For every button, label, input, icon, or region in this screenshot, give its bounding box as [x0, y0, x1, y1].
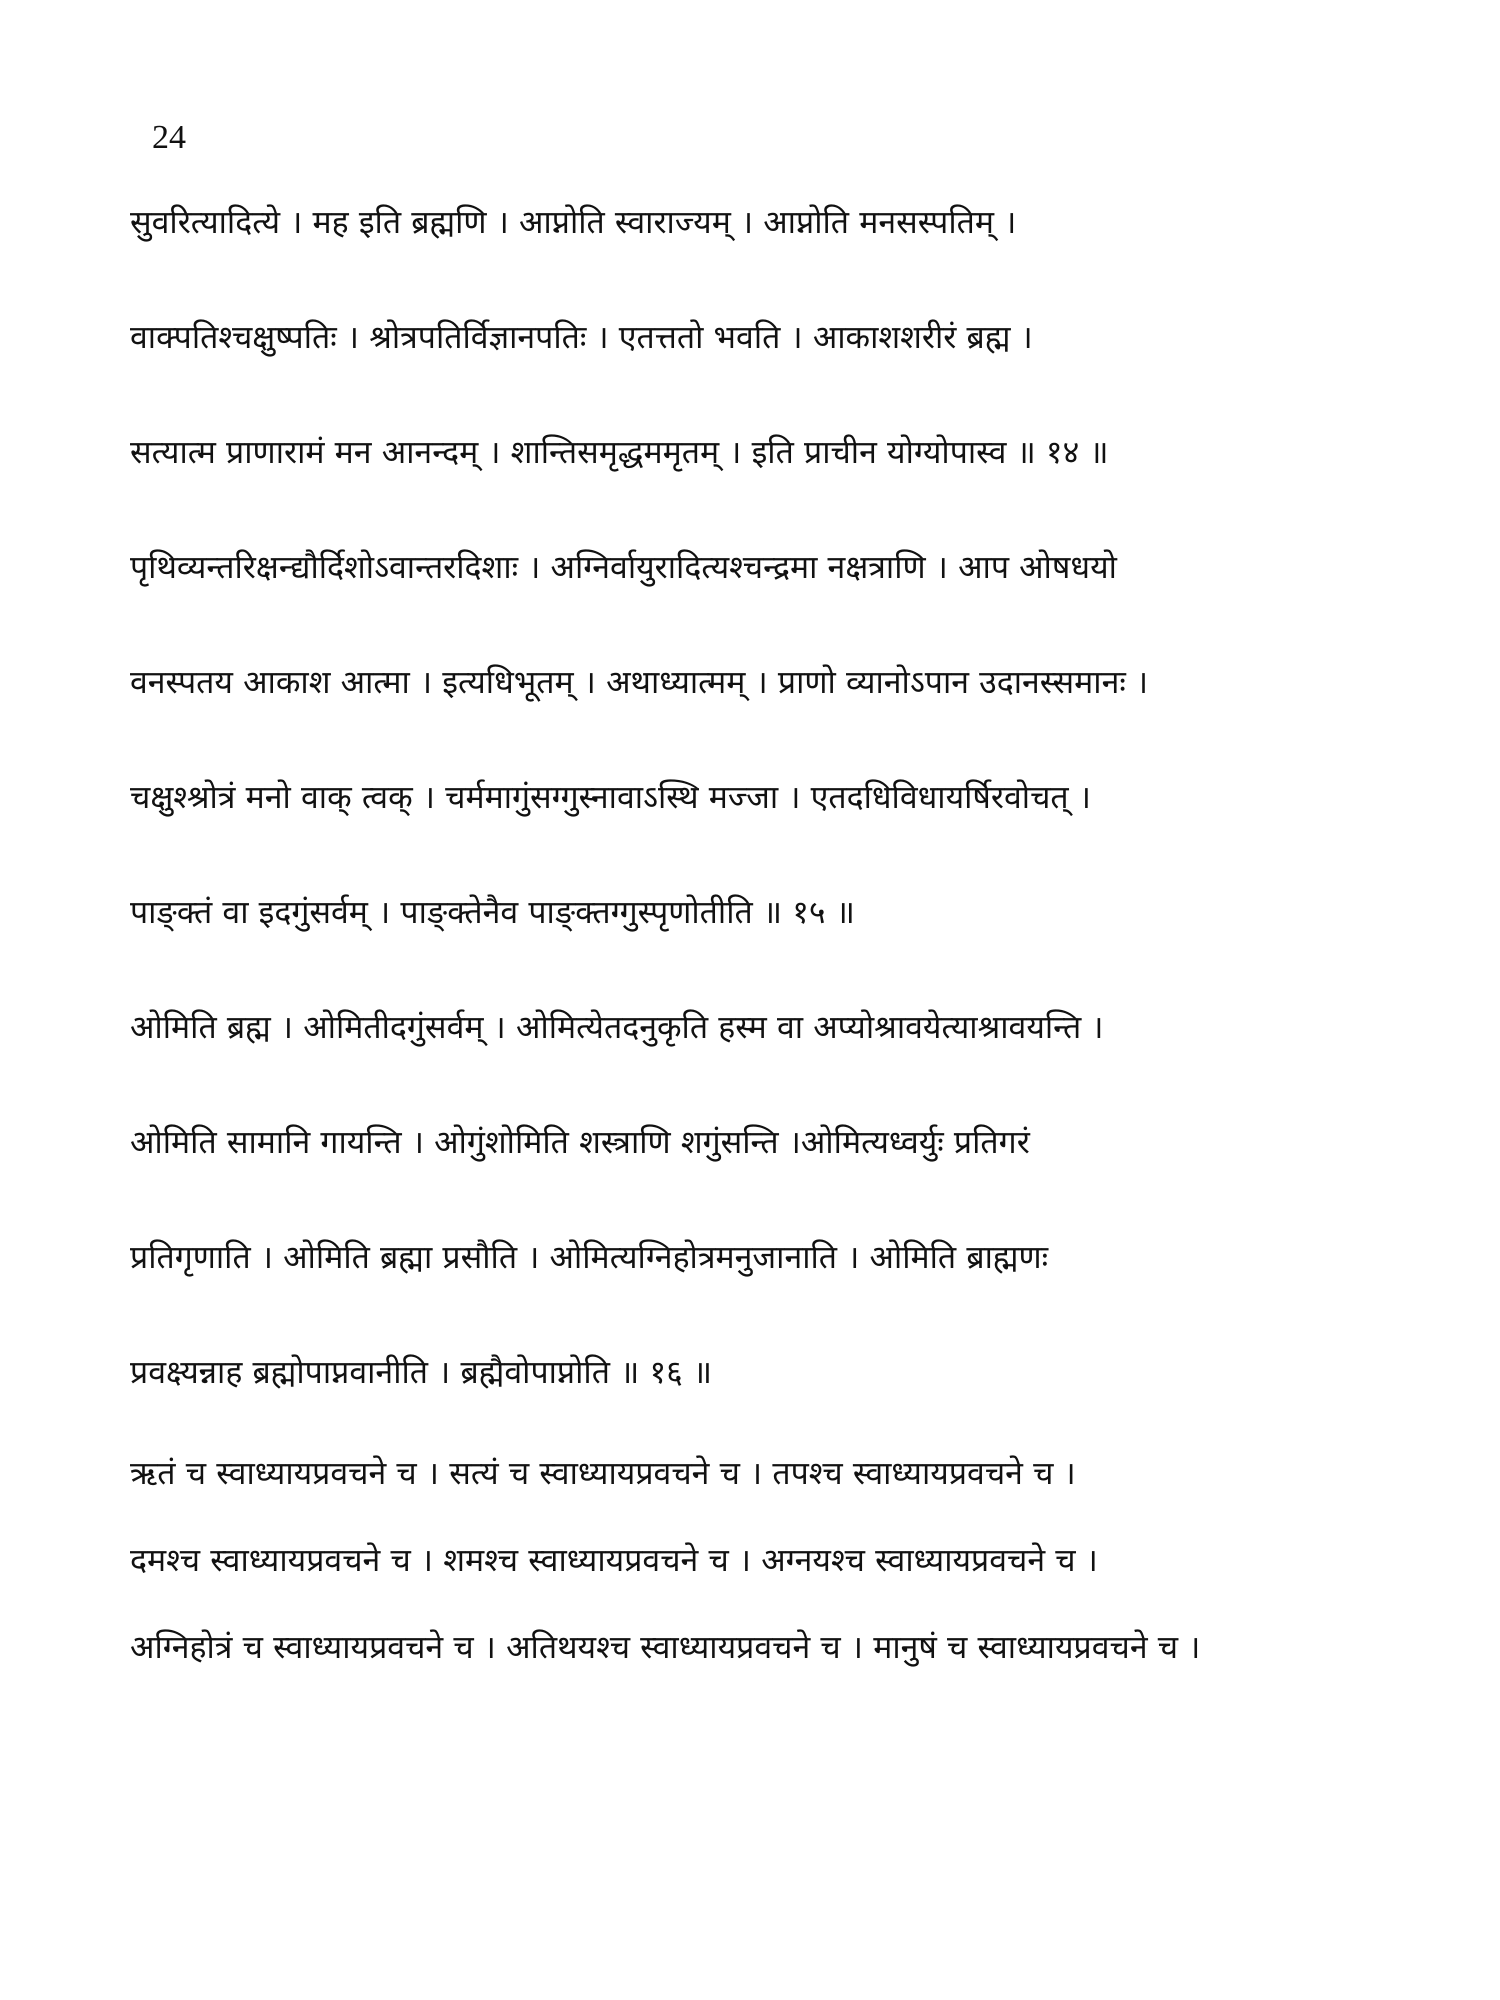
verse-line: वाक्पतिश्चक्षुष्पतिः । श्रोत्रपतिर्विज्ञानपतिः । एतत्ततो भवति । आकाशशरीरं ब्रह्म ।: [130, 318, 1033, 356]
verse-line: दमश्च स्वाध्यायप्रवचने च । शमश्च स्वाध्यायप्रवचने च । अग्नयश्च स्वाध्यायप्रवचने च ।: [130, 1541, 1098, 1579]
section-anuvaka-15: [130, 510, 1410, 970]
verse-line: ओमिति ब्रह्म । ओमितीदगुंसर्वम् । ओमित्येतदनुकृति हस्म वा अप्योश्रावयेत्याश्रावयन्ति ।: [130, 1008, 1104, 1046]
verse-line: पृथिव्यन्तरिक्षन्द्यौर्दिशोऽवान्तरदिशाः । अग्निर्वायुरादित्यश्चन्द्रमा नक्षत्राणि । आप ओषधयो: [130, 548, 1117, 586]
verse-line: प्रतिगृणाति । ओमिति ब्रह्मा प्रसौति । ओमित्यग्निहोत्रमनुजानाति । ओमिति ब्राह्मणः: [130, 1238, 1049, 1276]
verse-line: पाङ्क्तं वा इदगुंसर्वम् । पाङ्क्तेनैव पाङ्क्तग्गुस्पृणोतीति ॥ १५ ॥: [130, 893, 855, 931]
section-anuvaka-14: [130, 165, 1410, 510]
verse-line: ऋतं च स्वाध्यायप्रवचने च । सत्यं च स्वाध्यायप्रवचने च । तपश्च स्वाध्यायप्रवचने च ।: [130, 1454, 1076, 1492]
verse-line: वनस्पतय आकाश आत्मा । इत्यधिभूतम् । अथाध्यात्मम् । प्राणो व्यानोऽपान उदानस्समानः ।: [130, 663, 1149, 701]
verse-line: अग्निहोत्रं च स्वाध्यायप्रवचने च । अतिथयश्च स्वाध्यायप्रवचने च । मानुषं च स्वाध्यायप्रवचने च ।: [130, 1628, 1201, 1666]
section-anuvaka-17: [130, 1430, 1410, 1691]
page-number: 24: [152, 119, 186, 156]
verse-line: ओमिति सामानि गायन्ति । ओगुंशोमिति शस्त्राणि शगुंसन्ति ।ओमित्यध्वर्युः प्रतिगरं: [130, 1123, 1030, 1161]
verse-line: चक्षुश्श्रोत्रं मनो वाक् त्वक् । चर्ममागुंसग्गुस्नावाऽस्थि मज्जा । एतदधिविधायर्षिरवोचत् ।: [130, 778, 1091, 816]
verse-line: प्रवक्ष्यन्नाह ब्रह्मोपाप्नवानीति । ब्रह्मैवोपाप्नोति ॥ १६ ॥: [130, 1353, 713, 1391]
verse-line: सत्यात्म प्राणारामं मन आनन्दम् । शान्तिसमृद्धममृतम् । इति प्राचीन योग्योपास्व ॥ १४ ॥: [130, 433, 1109, 471]
verse-line: सुवरित्यादित्ये । मह इति ब्रह्मणि । आप्नोति स्वाराज्यम् । आप्नोति मनसस्पतिम् ।: [130, 203, 1017, 241]
section-anuvaka-16: [130, 970, 1410, 1430]
